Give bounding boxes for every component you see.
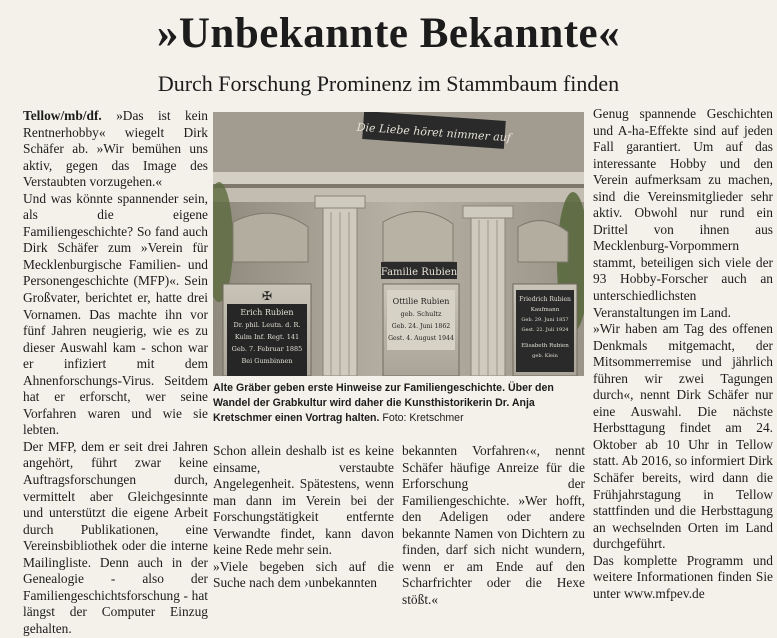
family-plaque-text: Familie Rubien: [380, 267, 458, 278]
stone-line: Geb. 24. Juni 1862: [391, 323, 451, 330]
stone-line: Kulm Inf. Regt. 141: [234, 333, 300, 341]
stone-line: Gest. 22. Juli 1924: [521, 327, 569, 333]
photo-caption: [213, 381, 584, 426]
stone-line: Kaufmann: [530, 307, 560, 313]
column-1: [23, 108, 208, 638]
stone-line: Erich Rubien: [240, 308, 294, 317]
svg-text:✠: ✠: [261, 289, 273, 303]
paragraph: Und was könnte spannender sein, als die eigene Familiengeschichte? So fand auch Dirk Schäfer zum »Verein für Mecklenburgische Familien- und Personengeschichte (MFP)«. Sein Großvater, berichtet er, hatte drei Vornamen. Das machte ihn vor fünf Jahren neugierig, wie es zu dieser Auswahl kam - schon war er infiziert mit dem Ahnenforschungs-Virus. Seitdem hat er erforscht, wer seine Vorfahren waren und wie sie lebten.: [23, 190, 208, 438]
paragraph-text: »Das ist kein Rentnerhobby« wiegelt Dirk Schäfer ab. »Wir bemühen uns aktiv, gegen das Image des Verstaubten vorzugehen.«: [23, 108, 208, 190]
stone-line: geb. Schultz: [400, 310, 442, 318]
stone-line: Geb. 7. Februar 1885: [231, 345, 303, 353]
gravestone-left: [223, 284, 311, 376]
headline: »Unbekannte Bekannte«: [156, 10, 621, 57]
stone-line: Friedrich Rubien: [519, 296, 571, 303]
paragraph: Schon allein deshalb ist es keine einsame, verstaubte Angelegenheit. Spätestens, wenn man dann im Verein bei der Forschungstätigkeit entfernte Verwandte findet, kann davon keine Rede mehr sein.: [213, 443, 394, 558]
paragraph: Das komplette Programm und weitere Informationen finden Sie unter www.mfpev.de: [593, 552, 773, 601]
family-plaque: [381, 262, 458, 279]
paragraph: bekannten Vorfahren‹«, nennt Schäfer häufige Anreize für die Erforschung der Familiengeschichte. »Wer hofft, den Adeligen oder andere bekannte Namen von Dichtern zu finden, darf sich nicht wundern, wenn er am Ende auf den Scharfrichter oder die Hexe stößt.«: [402, 443, 585, 607]
stone-line: Dr. phil. Leutn. d. R.: [233, 321, 301, 329]
byline: Tellow/mb/df.: [23, 108, 102, 123]
stone-line: Gest. 4. August 1944: [388, 335, 454, 342]
photo-credit: Foto: Kretschmer: [379, 412, 464, 424]
paragraph: Der MFP, dem er seit drei Jahren angehört, führt zwar keine Auftragsforschungen durch, vermittelt aber Gleichgesinnte und unterstützt die eigene Arbeit durch Publikationen, eine Vereinsbibliothek oder die interne Mailingliste. Denn auch in der Genealogie - also der Familiengeschichtsforschung - hat längst der Computer Einzug gehalten.: [23, 438, 208, 636]
column-2: [213, 443, 394, 592]
stone-line: geb. Klein: [532, 353, 558, 359]
gravestone-right: [513, 284, 577, 376]
inscription-text: Die Liebe höret nimmer auf: [356, 120, 512, 145]
stone-line: Bei Gumbinnen: [241, 357, 293, 365]
gravestone-middle: [383, 284, 459, 376]
paragraph: »Viele begeben sich auf die Suche nach dem ›unbekannten: [213, 558, 394, 591]
subheadline: Durch Forschung Prominenz im Stammbaum finden: [157, 71, 620, 96]
cemetery-photo: [213, 112, 584, 376]
paragraph: »Wir haben am Tag des offenen Denkmals mitgemacht, der Mitsommerremise und jährlich führen wir zwei Tagungen durch«, nennt Dirk Schäfer nur eine Auswahl. Die nächste Herbsttagung findet am 24. Oktober ab 10 Uhr in Tellow statt. Ab 2016, so informiert Dirk Schäfer bereits, wird dann die Frühjahrstagung in Tellow stattfinden und die Herbsttagung an wechselnden Orten im Land durchgeführt.: [593, 321, 773, 552]
stone-line: Geb. 29. Juni 1857: [521, 317, 569, 323]
paragraph: [23, 108, 208, 191]
paragraph: Genug spannende Geschichten und A-ha-Effekte sind auf jeden Fall garantiert. Um auf das interessante Hobby und den Verein aufmerksam zu machen, sind die Vereinsmitglieder sehr aktiv. Obwohl nur rund ein Drittel von ihnen aus Mecklenburg-Vorpommern stammt, beteiligen sich viele der 93 Hobby-Forscher auch an unterschiedlichsten Veranstaltungen im Land.: [593, 106, 773, 320]
stone-line: Elisabeth Rubien: [521, 343, 569, 349]
stone-line: Ottilie Rubien: [392, 297, 450, 306]
caption-text: Alte Gräber geben erste Hinweise zur Familiengeschichte. Über den Wandel der Grabkultur wird daher die Kunsthistorikerin Dr. Anja Kretschmer einen Vortrag halten.: [213, 382, 554, 424]
column-3: [402, 443, 585, 608]
column-4: [593, 106, 773, 602]
